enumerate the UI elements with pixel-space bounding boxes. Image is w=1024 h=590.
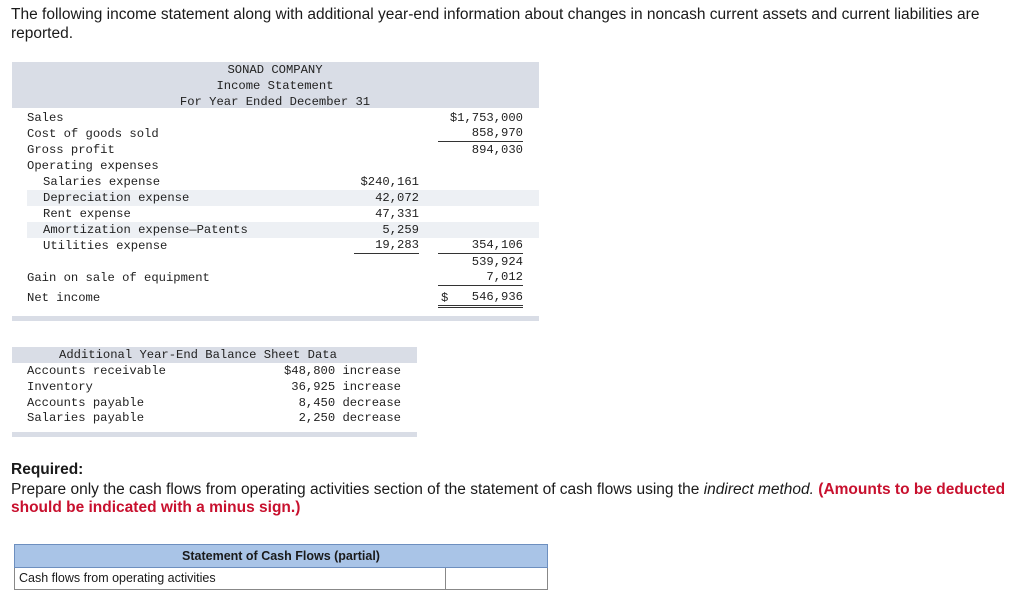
balance-row-label: Salaries payable [27,411,145,425]
balance-row-label: Accounts receivable [27,364,166,378]
cogs-label: Cost of goods sold [27,127,159,141]
statement-title: Income Statement [216,79,334,93]
income-footer-band [12,316,539,321]
net-income-label: Net income [27,291,101,305]
expense-amount: 42,072 [375,191,419,205]
required-text: Prepare only the cash flows from operating activities section of the statement of cash flows using the [11,481,704,498]
required-method: indirect method. [703,481,814,498]
balance-row-value: 8,450 decrease [298,396,401,410]
balance-row-label: Inventory [27,380,93,394]
balance-row-value: 36,925 increase [291,380,401,394]
intro-text: The following income statement along with additional year-end information about changes in noncash current assets and current liabilities are reported. [11,6,980,42]
balance-footer-band [12,432,417,437]
expense-amount: $240,161 [360,175,419,189]
column-divider [445,568,446,590]
gain-label: Gain on sale of equipment [27,271,210,285]
cash-flow-table-header: Statement of Cash Flows (partial) [14,544,548,568]
sales-label: Sales [27,111,64,125]
expense-label: Rent expense [43,207,131,221]
balance-title: Additional Year-End Balance Sheet Data [59,348,337,362]
expense-amount: 47,331 [375,207,419,221]
gross-profit-label: Gross profit [27,143,115,157]
total-opex-value: 354,106 [438,238,523,254]
gain-value: 7,012 [438,270,523,286]
statement-period: For Year Ended December 31 [179,95,371,109]
balance-row-label: Accounts payable [27,396,145,410]
required-minus-sign-note: (Amounts to be deducted should be indicated with a minus sign.) [11,481,1006,516]
cash-flow-table-row [14,568,548,590]
required-instructions [11,481,1011,517]
expense-amount: 5,259 [382,223,419,237]
expense-label: Amortization expense—Patents [43,223,248,237]
cogs-value: 858,970 [438,126,523,142]
expense-label: Depreciation expense [43,191,190,205]
expense-amount: 19,283 [354,238,419,254]
gross-profit-value: 894,030 [471,143,523,157]
balance-row-value: $48,800 increase [283,364,401,378]
net-income-value: 546,936 [438,290,523,308]
balance-row-value: 2,250 decrease [298,411,401,425]
operating-activities-label: Cash flows from operating activities [19,571,216,585]
expense-label: Utilities expense [43,239,168,253]
expense-label: Salaries expense [43,175,161,189]
required-label: Required: [11,461,84,478]
opex-label: Operating expenses [27,159,159,173]
subtotal-value: 539,924 [471,255,523,269]
company-name: SONAD COMPANY [227,63,323,77]
sales-value: $1,753,000 [449,111,523,125]
net-income-symbol: $ [441,291,449,305]
